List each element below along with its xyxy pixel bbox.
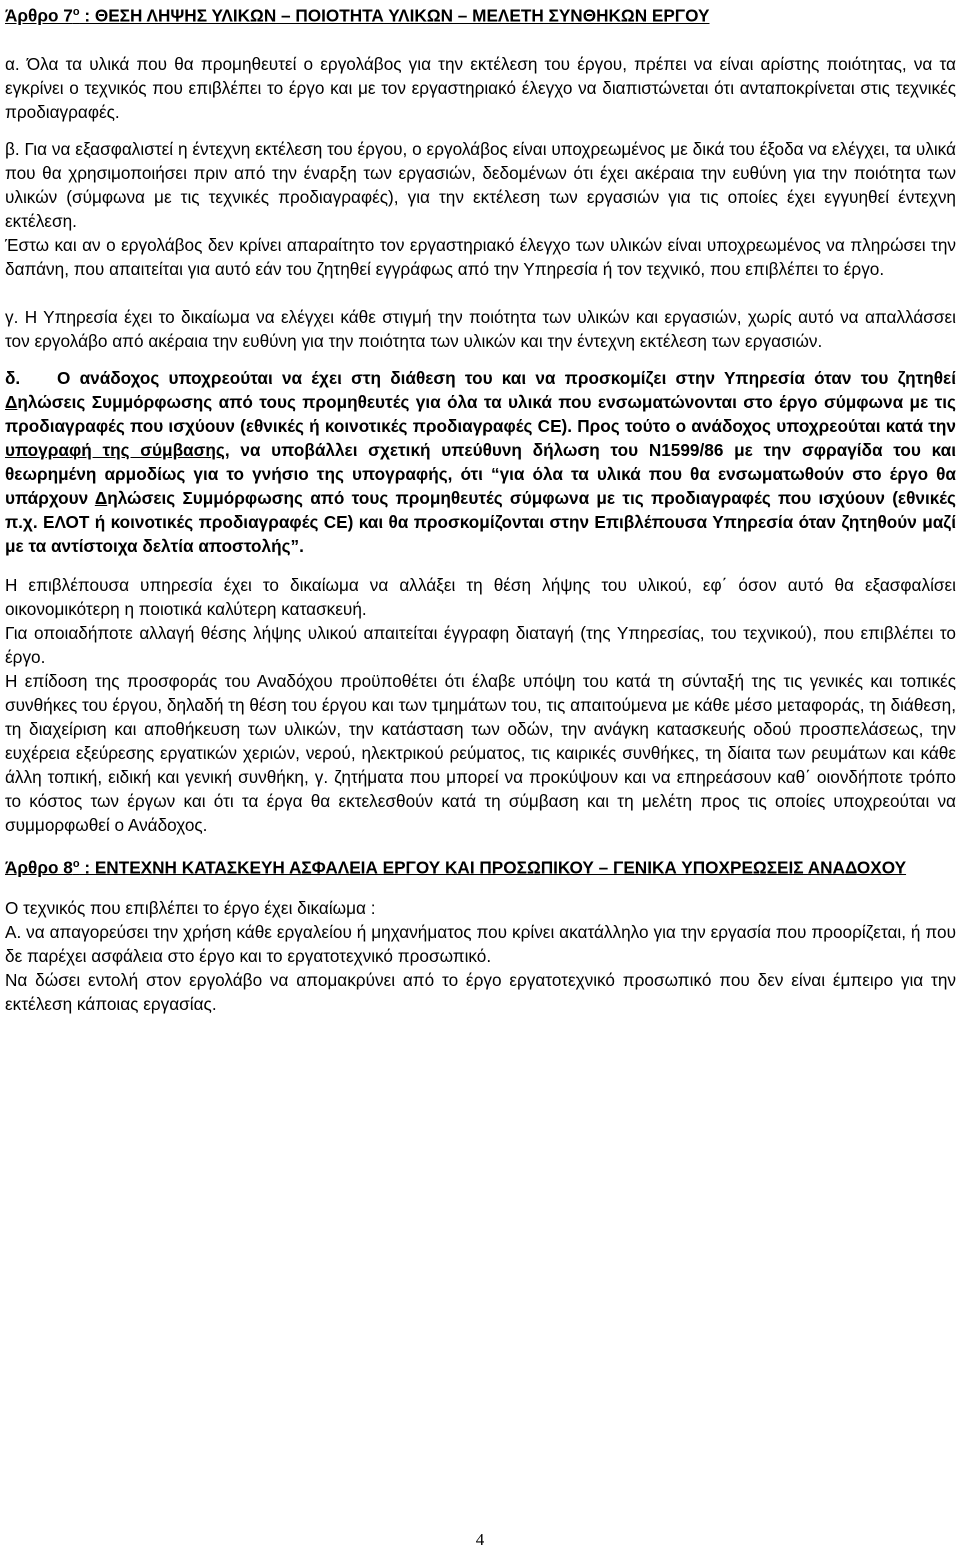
article-7-heading-ordinal: ο	[72, 6, 80, 18]
page-number: 4	[475, 1530, 485, 1549]
article-8-item-a: Α. να απαγορεύσει την χρήση κάθε εργαλείου ή μηχανήματος που κρίνει ακατάλληλο για την εργασία που προορίζεται, ή που δε παρέχει ασφάλεια στο έργο και το εργατοτεχνικό προσωπικό.	[5, 922, 956, 967]
document-page	[5, 0, 956, 1016]
paragraph-d-text-1: Ο ανάδοχος υποχρεούται να έχει στη διάθεση του και να προσκομίζει στην Υπηρεσία όταν του ζητηθεί	[57, 367, 956, 388]
paragraph-d-underlined-3: Δ	[94, 487, 108, 508]
article-7-heading	[5, 0, 956, 28]
paragraph-d	[5, 366, 956, 558]
article-8-intro: Ο τεχνικός που επιβλέπει το έργο έχει δικαίωμα :	[5, 898, 376, 919]
paragraph-b-1: β. Για να εξασφαλιστεί η έντεχνη εκτέλεση του έργου, ο εργολάβος είναι υποχρεωμένος με δικά του έξοδα να ελέγχει, τα υλικά που θα χρησιμοποιήσει πριν από την έναρξη των εργασιών, δεδομένων ότι έχει ακέραια την ευθύνη για την ποιότητα των υλικών (σύμφωνα με τις τεχνικές προδιαγραφές), για την εκτέλεση των εργασιών για τις οποίες έχει εγγυηθεί έντεχνη εκτέλεση.	[5, 138, 956, 231]
article-8-heading	[5, 852, 956, 880]
paragraph-b-2: Έστω και αν ο εργολάβος δεν κρίνει απαραίτητο τον εργαστηριακό έλεγχο των υλικών είναι υποχρεωμένος να πληρώσει την δαπάνη, που απαιτείται για αυτό εάν του ζητηθεί εγγράφως από την Υπηρεσία ή τον τεχνικό, που επιβλέπει το έργο.	[5, 234, 956, 279]
article-8-item-b: Να δώσει εντολή στον εργολάβο να απομακρύνει από το έργο εργατοτεχνικό προσωπικό που δεν είναι έμπειρο για την εκτέλεση κάποιας εργασίας.	[5, 970, 956, 1015]
article-8-heading-letter: Δ	[844, 857, 857, 878]
paragraph-a: α. Όλα τα υλικά που θα προμηθευτεί ο εργολάβος για την εκτέλεση του έργου, πρέπει να είναι αρίστης ποιότητας, να τα εγκρίνει ο τεχνικός που επιβλέπει το έργο και με τον εργαστηριακό έλεγχο να διαπιστώνεται ότι ανταποκρίνεται στις τεχνικές προδιαγραφές.	[5, 53, 956, 122]
paragraph-e-1: Η επιβλέπουσα υπηρεσία έχει το δικαίωμα να αλλάξει τη θέση λήψης του υλικού, εφ΄ όσον αυτό θα εξασφαλίσει οικονομικότερη η ποιοτικά καλύτερη κατασκευή.	[5, 574, 956, 619]
article-8-heading-label: Άρθρο 8	[5, 857, 73, 878]
paragraph-e-3: Η επίδοση της προσφοράς του Αναδόχου προϋποθέτει ότι έλαβε υπόψη του κατά τη σύνταξή της τις γενικές και τοπικές συνθήκες του έργου, δηλαδή τη θέση του έργου και των τμημάτων του, τις απαιτούμενα με κάθε μέσο μεταφοράς, τη διάθεση, τη διαχείριση και αποθήκευση των υλικών, την κατάσταση των οδών, την ανάγκη κατασκευής οδού προσπελάσεως, την ευχέρεια εξεύρεσης εργατικών χεριών, νερού, ηλεκτρικού ρεύματος, τις καιρικές συνθήκες, τη δίαιτα των ρευμάτων και κάθε άλλη τοπική, ειδική και γενική συνθήκη, γ. ζητήματα που μπορεί να προκύψουν και να επηρεάσουν καθ΄ οιονδήποτε τρόπο το κόστος των έργων και ότι τα έργα θα εκτελεσθούν κατά τη σύμβαση και τη μελέτη προς τις οποίες υποχρεούται να συμμορφωθεί ο Ανάδοχος.	[5, 670, 956, 835]
article-7-heading-text: : ΘΕΣΗ ΛΗΨΗΣ ΥΛΙΚΩΝ – ΠΟΙΟΤΗΤΑ ΥΛΙΚΩΝ – ΜΕΛΕΤΗ ΣΥΝΘΗΚΩΝ ΕΡΓΟΥ	[79, 5, 710, 26]
article-8-heading-tail: ΟΧΟΥ	[856, 857, 907, 878]
paragraph-d-underlined-1: Δ	[5, 391, 18, 412]
paragraph-e-2: Για οποιαδήποτε αλλαγή θέσης λήψης υλικού απαιτείται έγγραφη διαταγή (της Υπηρεσίας, του τεχνικού), που επιβλέπει το έργο.	[5, 622, 956, 667]
paragraph-d-text-3: , να υποβάλλει σχετική υπεύθυνη δήλωση του Ν1599/86 με την σφραγίδα του και θεωρημένη αρμοδίως για το γνήσιο της υπογραφής, ότι “για όλα τα υλικά που θα ενσωματωθούν στο έργο θα υπάρχουν	[5, 439, 957, 508]
paragraph-d-text-2: ηλώσεις Συμμόρφωσης από τους προμηθευτές για όλα τα υλικά που ενσωματώνονται στο έργο σύμφωνα με τις προδιαγραφές που ισχύουν (εθνικές ή κοινοτικές προδιαγραφές CE). Προς τούτο ο ανάδοχος υποχρεούται κατά την	[5, 391, 956, 436]
article-8-heading-text: : ΕΝΤΕΧΝΗ ΚΑΤΑΣΚΕΥΗ ΑΣΦΑΛΕΙΑ ΕΡΓΟΥ ΚΑΙ ΠΡΟΣΩΠΙΚΟΥ – ΓΕΝΙΚΑ ΥΠΟΧΡΕΩΣΕΙΣ ΑΝΑ	[79, 857, 845, 878]
paragraph-c: γ. Η Υπηρεσία έχει το δικαίωμα να ελέγχει κάθε στιγμή την ποιότητα των υλικών και εργασιών, χωρίς αυτό να απαλλάσσει τον εργολάβο από ακέραια την ευθύνη για την ποιότητα των υλικών και την έντεχνη εκτέλεση των εργασιών.	[5, 306, 956, 351]
article-7-heading-label: Άρθρο 7	[5, 5, 73, 26]
paragraph-d-text-4: ηλώσεις Συμμόρφωσης από τους προμηθευτές σύμφωνα με τις προδιαγραφές που ισχύουν (εθνικές π.χ. ΕΛΟΤ ή κοινοτικές προδιαγραφές CE) και θα προσκομίζονται στην Επιβλέπουσα Υπηρεσία όταν ζητηθούν μαζί με τα αντίστοιχα δελτία αποστολής”.	[5, 487, 956, 556]
article-8-heading-ordinal: ο	[72, 857, 80, 870]
paragraph-d-underlined-2: υπογραφή της σύμβασης	[5, 439, 225, 460]
paragraph-d-marker: δ.	[5, 367, 21, 388]
